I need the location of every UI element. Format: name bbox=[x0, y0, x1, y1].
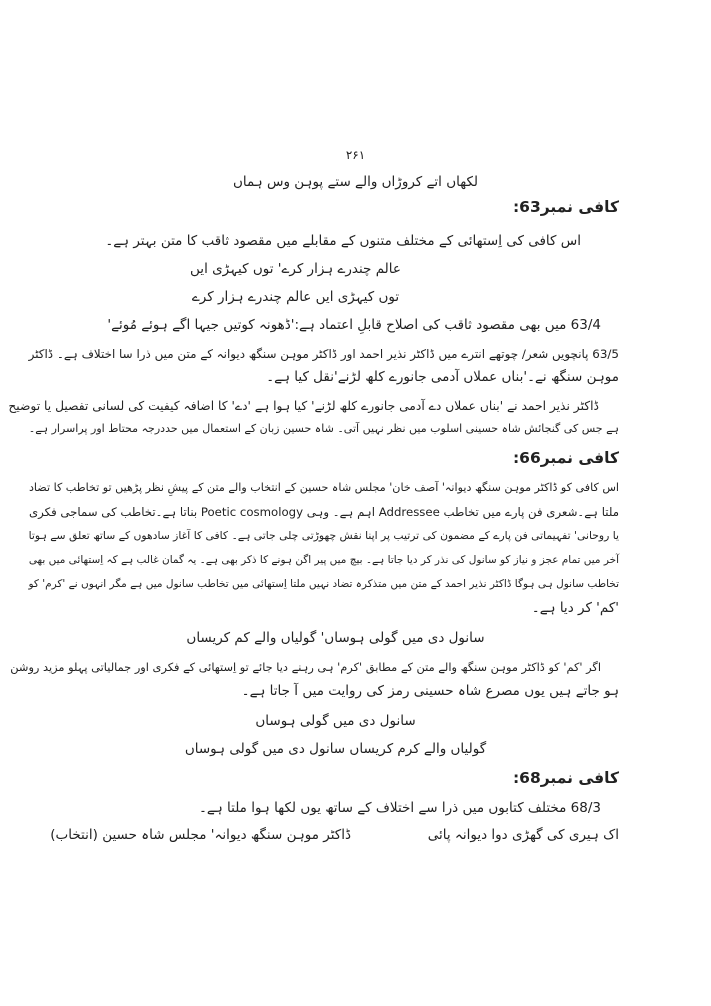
kafi-63-paragraph-line: ہے جس کی گنجائش شاہ حسینی اسلوب میں نظر نہیں آتی۔ شاہ حسین زبان کے استعمال میں حددرجہ محتاط اور پراسرار ہے۔ bbox=[28, 422, 619, 435]
kafi-63-heading: کافی نمبر63: bbox=[512, 198, 619, 216]
kafi-66-paragraph-line: تخاطب سانول ہی ہوگا ڈاکٹر نذیر احمد کے متن میں متذکرہ تضاد نہیں ملتا اِستھائی میں تخاطب سانول میں ہے مگر انہوں نے 'کرم' کو bbox=[28, 578, 619, 590]
kafi-66-paragraph-2-line: اگر 'کم' کو ڈاکٹر موہن سنگھ والے متن کے مطابق 'کرم' ہی رہنے دیا جائے تو اِستھائی کے فکری اور جمالیاتی پہلو مزید روشن bbox=[10, 660, 601, 674]
page-number: ۲۶۱ bbox=[345, 148, 366, 162]
kafi-66-paragraph-line: آخر میں تمام عجز و نیاز کو سانول کی نذر کر دیا جاتا ہے۔ بیچ میں پیر اگن ہونے کا ذکر بھی ہے۔ یہ گمان غالب ہے کہ اِستھائی میں بھی bbox=[28, 554, 619, 566]
kafi-66-paragraph-line: ملتا ہے۔شعری فن پارے میں تخاطب Addressee اہم ہے۔ وہی Poetic cosmology بناتا ہے۔تخاطب کی سماجی فکری bbox=[28, 505, 619, 519]
kafi-68-source-a: اک ہیری کی گھڑی دوا دیوانہ پائی bbox=[427, 827, 619, 843]
kafi-66-paragraph-2-line: ہو جاتے ہیں یوں مصرع شاہ حسینی رمز کی روایت میں آ جاتا ہے۔ bbox=[241, 683, 619, 699]
kafi-63-verse-2: توں کیہڑی ایں عالم چندرے ہزار کرے bbox=[191, 289, 400, 305]
kafi-68-source-b: ڈاکٹر موہن سنگھ دیوانہ' مجلس شاہ حسین (انتخاب) bbox=[50, 827, 351, 843]
top-verse-line: لکھاں اتے کروڑاں والے ستے پوہن وس ہماں bbox=[232, 174, 479, 190]
kafi-66-verse-3: گولیاں والے کرم کریساں سانول دی میں گولی ہوساں bbox=[184, 741, 487, 757]
kafi-63-note-5-a: 63/5 پانچویں شعر/ چوتھے انترے میں ڈاکٹر نذیر احمد اور ڈاکٹر موہن سنگھ دیوانہ کے متن میں ذرا سا اختلاف ہے۔ ڈاکٹر bbox=[28, 347, 619, 361]
kafi-63-verse-1: عالم چندرے ہزار کرے' توں کیہڑی ایں bbox=[190, 261, 401, 277]
kafi-63-note-5-b: موہن سنگھ نے۔'بناں عملاں آدمی جانورے کلھ لڑنے'نقل کیا ہے۔ bbox=[266, 369, 619, 385]
kafi-66-verse-2: سانول دی میں گولی ہوساں bbox=[255, 713, 416, 729]
kafi-68-heading: کافی نمبر68: bbox=[512, 769, 619, 787]
kafi-66-paragraph-line: یا روحانی' تفہیماتی فن پارے کے مضمون کی ترتیب پر اپنا نقش چھوڑتی چلی جاتی ہے۔ کافی کا آغاز سادھوں کے ساتھ تعلق سے ہوتا bbox=[28, 529, 619, 542]
kafi-66-paragraph-line: اس کافی کو ڈاکٹر موہن سنگھ دیوانہ' آصف خان' مجلس شاہ حسین کے انتخاب والے متن کے پیشِ نظر پڑھیں تو تخاطب کا تضاد bbox=[28, 481, 619, 494]
kafi-63-intro: اس کافی کی اِستھائی کے مختلف متنوں کے مقابلے میں مقصود ثاقب کا متن بہتر ہے۔ bbox=[105, 233, 581, 249]
kafi-66-verse-1: سانول دی میں گولی ہوساں' گولیاں والے کم کریساں bbox=[186, 630, 485, 646]
kafi-66-heading: کافی نمبر66: bbox=[512, 449, 619, 467]
kafi-66-paragraph-line: 'کم' کر دیا ہے۔ bbox=[531, 600, 619, 616]
kafi-63-note-4: 63/4 میں بھی مقصود ثاقب کی اصلاح قابلِ اعتماد ہے:'ڈھونہ کوتیں جیہا اگے ہوئے مُوئے' bbox=[107, 317, 601, 333]
kafi-68-note-3: 68/3 مختلف کتابوں میں ذرا سے اختلاف کے ساتھ یوں لکھا ہوا ملتا ہے۔ bbox=[199, 800, 601, 816]
kafi-63-paragraph-line: ڈاکٹر نذیر احمد نے 'بناں عملاں دے آدمی جانورے کلھ لڑنے' کیا ہوا ہے 'دے' کا اضافہ کیفیت کی لسانی تفصیل یا توضیح bbox=[8, 399, 599, 413]
